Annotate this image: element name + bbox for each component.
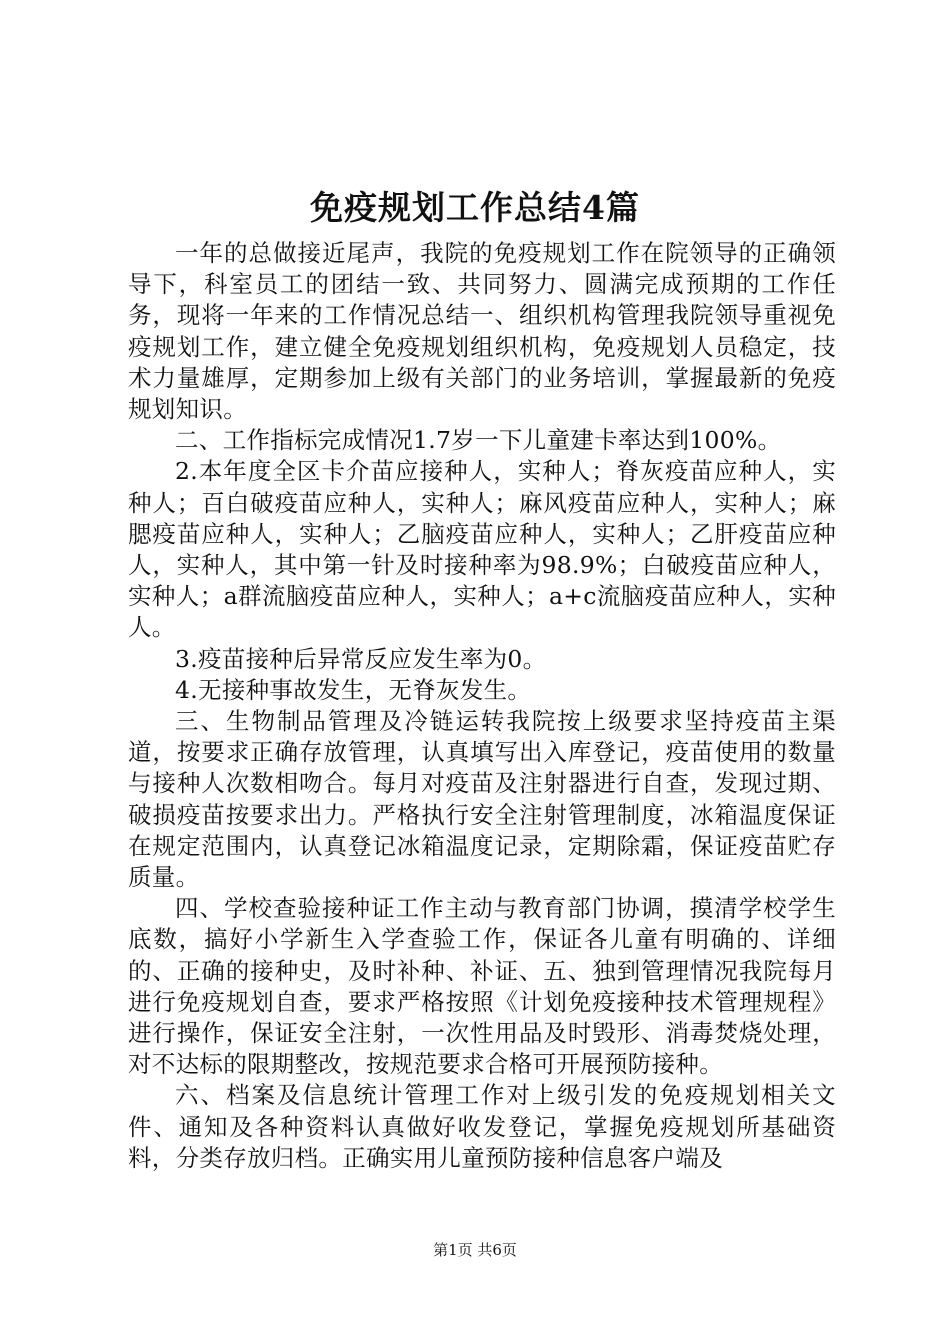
- document-title: 免疫规划工作总结4篇: [310, 188, 640, 227]
- paragraph-adverse-reaction: 3.疫苗接种后异常反应发生率为0。: [175, 644, 547, 673]
- document-body: [128, 238, 836, 1174]
- paragraph-indicators: 二、工作指标完成情况1.7岁一下儿童建卡率达到100%。: [175, 426, 782, 455]
- paragraph-school-check: 四、学校查验接种证工作主动与教育部门协调，摸清学校学生底数，搞好小学新生入学查验工作，保证各儿童有明确的、详细的、正确的接种史，及时补种、补证、五、独到管理情况我院每月进行免疫规划自查，要求严格按照《计划免疫接种技术管理规程》进行操作，保证安全注射，一次性用品及时毁形、消毒焚烧处理，对不达标的限期整改，按规范要求合格可开展预防接种。: [128, 894, 836, 1079]
- page-footer: 第1页 共6页: [433, 1241, 517, 1259]
- paragraph-archives: 六、档案及信息统计管理工作对上级引发的免疫规划相关文件、通知及各种资料认真做好收发登记，掌握免疫规划所基础资料，分类存放归档。正确实用儿童预防接种信息客户端及: [128, 1081, 836, 1172]
- paragraph-cold-chain: 三、生物制品管理及冷链运转我院按上级要求坚持疫苗主渠道，按要求正确存放管理，认真填写出入库登记，疫苗使用的数量与接种人次数相吻合。每月对疫苗及注射器进行自查，发现过期、破损疫苗按要求出力。严格执行安全注射管理制度，冰箱温度保证在规定范围内，认真登记冰箱温度记录，定期除霜，保证疫苗贮存质量。: [128, 707, 836, 892]
- paragraph-no-accidents: 4.无接种事故发生，无脊灰发生。: [175, 675, 532, 704]
- paragraph-vaccination-stats: 2.本年度全区卡介苗应接种人，实种人；脊灰疫苗应种人，实种人；百白破疫苗应种人，实种人；麻风疫苗应种人，实种人；麻腮疫苗应种人，实种人；乙脑疫苗应种人，实种人；乙肝疫苗应种人，实种人，其中第一针及时接种率为98.9%；白破疫苗应种人，实种人；a群流脑疫苗应种人，实种人；a+c流脑疫苗应种人，实种人。: [128, 457, 836, 642]
- paragraph-intro: 一年的总做接近尾声，我院的免疫规划工作在院领导的正确领导下，科室员工的团结一致、共同努力、圆满完成预期的工作任务，现将一年来的工作情况总结一、组织机构管理我院领导重视免疫规划工作，建立健全免疫规划组织机构，免疫规划人员稳定，技术力量雄厚，定期参加上级有关部门的业务培训，掌握最新的免疫规划知识。: [128, 239, 836, 424]
